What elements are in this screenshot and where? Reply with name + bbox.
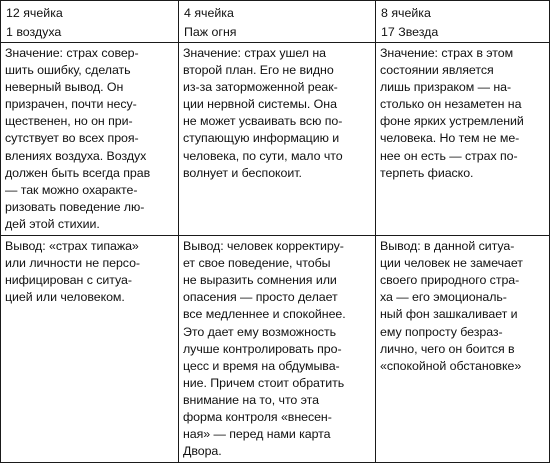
text-line: Это дает ему возможность (183, 324, 336, 339)
text-line: — так можно охаракте- (5, 182, 138, 197)
text-line: ции человек не замечает (380, 256, 523, 271)
text-line: ему попросту безраз- (380, 324, 503, 339)
text-line: опасения — просто делает (183, 290, 338, 305)
text-line: внимание на то, что эта (183, 392, 319, 407)
conclusion-text (376, 236, 549, 377)
text-line: лучше контролировать про- (183, 341, 342, 356)
text-line: ции нервной системы. Она (183, 97, 337, 112)
header-cell-number: 12 ячейка (6, 6, 63, 20)
text-line: ние. Причем стоит обратить (183, 375, 345, 390)
text-line: Вывод: в данной ситуа- (380, 239, 515, 254)
text-line: фоне ярких устремлений (380, 114, 524, 129)
text-line: Значение: страх в этом (380, 46, 514, 60)
conclusion-text (179, 236, 375, 462)
conclusion-cell-1 (1, 236, 179, 463)
header-cell-3 (376, 1, 550, 43)
text-line: ризовать поведение лю- (5, 199, 145, 214)
header-row (1, 1, 550, 43)
text-line: все медленнее и спокойнее. (183, 307, 346, 322)
conclusion-row (1, 236, 550, 463)
text-line: второй план. Его не видно (183, 63, 334, 78)
text-line: лишь призраком — на- (380, 80, 512, 95)
header-card-name: Паж огня (184, 25, 237, 39)
conclusion-cell-3 (376, 236, 550, 463)
meaning-text (179, 43, 375, 184)
text-line: волнует и беспокоит. (183, 165, 302, 180)
text-line: или личности не персо- (5, 256, 141, 271)
text-line: состоянии является (380, 63, 494, 78)
text-line: цией или человеком. (5, 290, 125, 305)
header-cell-number: 4 ячейка (184, 6, 234, 20)
header-card-name: 1 воздуха (6, 25, 62, 39)
text-line: Вывод: человек корректиру- (183, 239, 344, 254)
meaning-cell-1 (1, 43, 179, 236)
text-line: неверный вывод. Он (5, 80, 124, 95)
text-line: щественен, но он при- (5, 114, 133, 129)
text-line: ная» — перед нами карта (183, 427, 331, 442)
meaning-text (376, 43, 549, 184)
text-line: Двора. (183, 444, 222, 459)
text-line: Значение: страх ушел на (183, 46, 326, 60)
text-line: «спокойной обстановке» (380, 358, 522, 373)
header-cell-2 (179, 1, 376, 43)
meaning-cell-3 (376, 43, 550, 236)
text-line: ступающую информацию и (183, 131, 340, 146)
text-line: нее он есть — страх по- (380, 148, 518, 163)
text-line: лично, чего он боится в (380, 341, 515, 356)
text-line: Значение: страх совер- (5, 46, 139, 60)
header-cell-1 (1, 1, 179, 43)
text-line: ха — его эмоциональ- (380, 290, 507, 305)
meaning-cell-2 (179, 43, 376, 236)
header-card-name: 17 Звезда (381, 25, 439, 39)
meaning-row (1, 43, 550, 236)
text-line: шить ошибку, сделать (5, 63, 131, 78)
text-line: влениях воздуха. Воздух (5, 148, 147, 163)
text-line: не может усваивать всю по- (183, 114, 343, 129)
text-line: ный фон зашкаливает и (380, 307, 518, 322)
text-line: из-за заторможенной реак- (183, 80, 338, 95)
text-line: должен быть всегда прав (5, 165, 151, 180)
conclusion-cell-2 (179, 236, 376, 463)
text-line: человека, по сути, мало что (183, 148, 343, 163)
text-line: не выразить сомнения или (183, 273, 337, 288)
text-line: нифицирован с ситуа- (5, 273, 132, 288)
text-line: человека. Но тем не ме- (380, 131, 520, 146)
header-cell-number: 8 ячейка (381, 6, 431, 20)
text-line: призрачен, почти несу- (5, 97, 137, 112)
text-line: своего природного стра- (380, 273, 520, 288)
conclusion-text (1, 236, 178, 308)
text-line: форма контроля «внесен- (183, 409, 332, 424)
text-line: ет свое поведение, чтобы (183, 256, 331, 271)
meaning-text (1, 43, 178, 235)
text-line: сутствует во всех проя- (5, 131, 139, 146)
text-line: дей этой стихии. (5, 216, 100, 231)
text-line: цесс и время на обдумыва- (183, 358, 340, 373)
text-line: Вывод: «страх типажа» (5, 239, 139, 254)
text-line: терпеть фиаско. (380, 165, 474, 180)
text-line: столько он незаметен на (380, 97, 522, 112)
